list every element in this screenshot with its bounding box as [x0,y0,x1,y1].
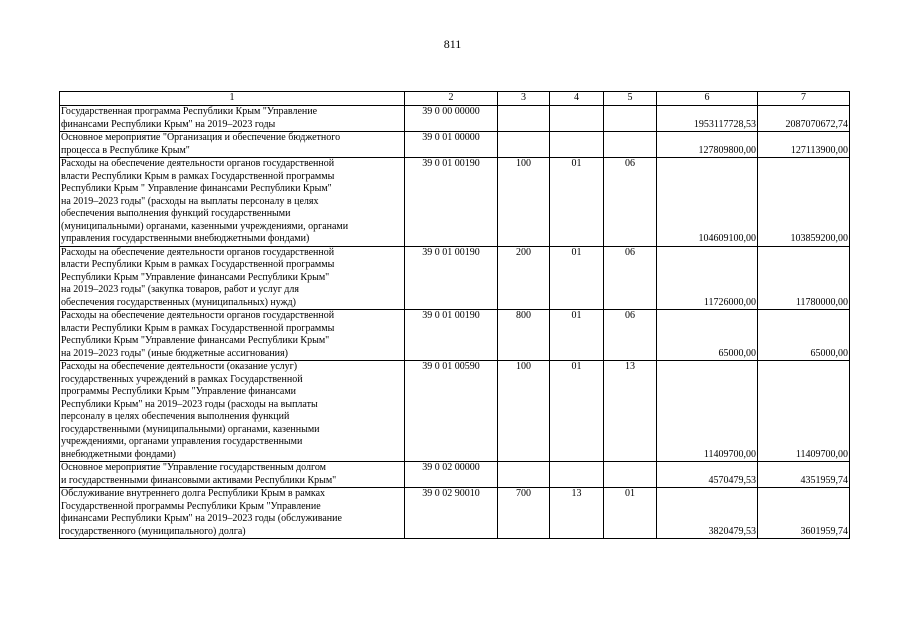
target-article-cell: 39 0 01 00590 [405,361,498,462]
header-col-6: 6 [657,92,758,106]
amount-2022-cell: 65000,00 [657,310,758,361]
expense-type-cell: 700 [498,488,550,539]
amount-2022-cell: 1953117728,53 [657,106,758,132]
amount-2022-cell: 4570479,53 [657,462,758,488]
subsection-cell: 06 [604,310,657,361]
section-cell [550,462,604,488]
section-cell [550,106,604,132]
row-name-cell [60,310,405,361]
row-name-cell [60,132,405,158]
table-row [60,246,850,310]
amount-2023-cell: 3601959,74 [758,488,850,539]
target-article-cell: 39 0 01 00000 [405,132,498,158]
amount-2023-cell: 103859200,00 [758,158,850,247]
table-row [60,132,850,158]
budget-table [59,91,850,539]
amount-2022-cell: 104609100,00 [657,158,758,247]
row-name-text: Расходы на обеспечение деятельности (оказание услуг) государственных учреждений в рамках Государственной программы Республики Крым "Управление финансами Республики Крым" на 2019–2023 годы (расходы на выплаты персоналу в целях обеспечения выполнения функций государственными (муниципальными) органами, казенными учреждениями, органами управления государственными внебюджетными фондами) [61,361,320,460]
header-col-4: 4 [550,92,604,106]
amount-2022-cell: 11409700,00 [657,361,758,462]
row-name-cell [60,361,405,462]
row-name-text: Расходы на обеспечение деятельности органов государственной власти Республики Крым в рамках Государственной программы Республики Крым "Управление финансами Республики Крым" на 2019–2023 годы" (иные бюджетные ассигнования) [61,310,335,359]
amount-2023-cell: 127113900,00 [758,132,850,158]
header-col-1: 1 [60,92,405,106]
subsection-cell: 06 [604,246,657,310]
subsection-cell [604,132,657,158]
row-name-cell [60,462,405,488]
row-name-cell [60,488,405,539]
target-article-cell: 39 0 01 00190 [405,246,498,310]
section-cell: 01 [550,310,604,361]
section-cell [550,132,604,158]
expense-type-cell: 800 [498,310,550,361]
amount-2023-cell: 2087070672,74 [758,106,850,132]
amount-2022-cell: 11726000,00 [657,246,758,310]
row-name-text: Обслуживание внутреннего долга Республики Крым в рамках Государственной программы Республики Крым "Управление финансами Республики Крым" на 2019–2023 годы (обслуживание государственного (муниципального) долга) [61,488,342,537]
header-col-3: 3 [498,92,550,106]
expense-type-cell [498,462,550,488]
row-name-text: Расходы на обеспечение деятельности органов государственной власти Республики Крым в рамках Государственной программы Республики Крым "Управление финансами Республики Крым" на 2019–2023 годы" (закупка товаров, работ и услуг для обеспечения государственных (муниципальных) нужд) [61,246,335,308]
section-cell: 01 [550,158,604,247]
amount-2023-cell: 4351959,74 [758,462,850,488]
table-row [60,106,850,132]
subsection-cell [604,106,657,132]
row-name-text: Основное мероприятие "Управление государственным долгом и государственными финансовыми активами Республики Крым" [61,462,337,486]
row-name-text: Расходы на обеспечение деятельности органов государственной власти Республики Крым в рамках Государственной программы Республики Крым " Управление финансами Республики Крым" на 2019–2023 годы" (расходы на выплаты персоналу в целях обеспечения выполнения функций государственными (муниципальными) органами, казенными учреждениями, органами управления государственными внебюджетными фондами) [61,158,349,244]
table-row [60,158,850,247]
section-cell: 13 [550,488,604,539]
target-article-cell: 39 0 01 00190 [405,158,498,247]
row-name-cell [60,246,405,310]
section-cell: 01 [550,361,604,462]
expense-type-cell [498,132,550,158]
subsection-cell: 01 [604,488,657,539]
subsection-cell: 06 [604,158,657,247]
amount-2023-cell: 11409700,00 [758,361,850,462]
amount-2022-cell: 127809800,00 [657,132,758,158]
amount-2023-cell: 11780000,00 [758,246,850,310]
row-name-cell [60,106,405,132]
header-col-7: 7 [758,92,850,106]
table-header-row [60,92,850,106]
header-col-5: 5 [604,92,657,106]
target-article-cell: 39 0 00 00000 [405,106,498,132]
header-col-2: 2 [405,92,498,106]
target-article-cell: 39 0 02 90010 [405,488,498,539]
table-row [60,462,850,488]
subsection-cell [604,462,657,488]
target-article-cell: 39 0 02 00000 [405,462,498,488]
section-cell: 01 [550,246,604,310]
subsection-cell: 13 [604,361,657,462]
amount-2023-cell: 65000,00 [758,310,850,361]
expense-type-cell: 100 [498,361,550,462]
expense-type-cell [498,106,550,132]
table-row [60,310,850,361]
amount-2022-cell: 3820479,53 [657,488,758,539]
table-row [60,361,850,462]
row-name-text: Государственная программа Республики Крым "Управление финансами Республики Крым" на 2019–2023 годы [61,106,318,130]
table-row [60,488,850,539]
expense-type-cell: 200 [498,246,550,310]
expense-type-cell: 100 [498,158,550,247]
row-name-cell [60,158,405,247]
page-number: 811 [443,37,462,51]
row-name-text: Основное мероприятие "Организация и обеспечение бюджетного процесса в Республике Крым" [61,132,341,156]
target-article-cell: 39 0 01 00190 [405,310,498,361]
